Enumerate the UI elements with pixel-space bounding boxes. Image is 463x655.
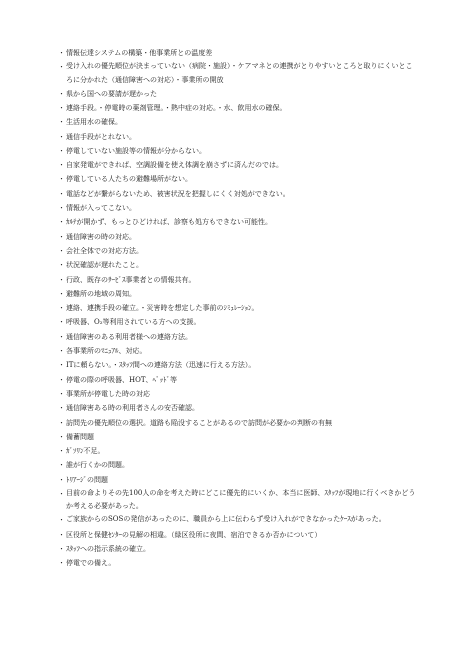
list-item [58,115,418,129]
bullet-marker: ・ [58,332,65,341]
list-item [58,315,418,329]
list-item [58,487,418,513]
list-item [58,542,418,556]
bullet-marker: ・ [58,246,65,255]
list-item-text: 誰が行くかの問題。 [66,461,129,470]
bullet-marker: ・ [58,232,65,241]
bullet-marker: ・ [58,275,65,284]
bullet-marker: ・ [58,204,65,213]
bullet-marker: ・ [58,530,65,539]
bullet-marker: ・ [58,49,65,57]
bullet-marker: ・ [58,146,65,155]
bullet-marker: ・ [58,132,65,141]
list-item [58,458,418,472]
list-item [58,358,418,372]
list-item [58,430,418,444]
list-item-text: 自家発電ができれば、空調設備を使え体調を崩さずに済んだのでは。 [66,161,283,170]
list-item-text: 停電での備え。 [66,559,116,568]
list-item-text: 連絡手段。・停電時の薬剤管理。・熱中症の対応。・水、飲用水の確保。 [66,104,287,112]
list-item-text: 停電していない施設等の情報が分からない。 [66,146,206,155]
list-item [58,273,418,287]
list-item-text: 目前の命よりその先100人の命を考えた時にどこに優先的にいくか、本当に医師、ｽﾀｯﾌが現地に行くべきかどうか考える必要があった。 [66,489,416,511]
list-item [58,215,418,229]
list-item-text: 通信障害のある利用者様への連絡方法。 [66,332,192,341]
list-item-text: ﾄﾘｱｰｼﾞの問題 [66,475,108,484]
bullet-marker: ・ [58,289,65,298]
list-item-text: 事業所が停電した時の対応 [66,389,150,398]
list-item-text: ITに頼らない。・ｽﾀｯﾌ間への連絡方法（迅速に行える方法）。 [66,361,256,370]
list-item [58,556,418,570]
bullet-marker: ・ [58,545,65,554]
bullet-marker: ・ [58,559,65,568]
bullet-marker: ・ [58,361,65,370]
list-item [58,444,418,458]
list-item-text: 連絡、連携手段の確立。・災害時を想定した事前のｼﾐｭﾚｰｼｮﾝ。 [66,304,259,313]
list-item-text: 通信障害の時の対応。 [66,232,136,241]
list-item-text: ｽﾀｯﾌへの指示系統の確立。 [66,545,150,554]
list-item [58,201,418,215]
bullet-marker: ・ [58,89,65,98]
list-item [58,401,418,415]
list-item [58,244,418,258]
list-item [58,330,418,344]
list-item-text: 受け入れの優先順位が決まっていない（病院・施設）・ケアマネとの連携がとりやすいところと取りにくいところに分かれた（通信障害への対応）・事業所の開放 [66,62,413,84]
list-item [58,172,418,186]
bullet-marker: ・ [58,218,65,227]
bullet-marker: ・ [58,189,65,198]
list-item [58,46,418,60]
bullet-list [58,46,418,571]
bullet-marker: ・ [58,475,65,484]
list-item-text: ｶﾞｿﾘﾝ不足。 [66,447,105,456]
list-item [58,130,418,144]
list-item-text: ご家族からのSOSの発信があったのに、職員から上に伝わらず受け入れができなかったｹｰｽがあった。 [66,515,386,524]
list-item [58,528,418,542]
list-item-text: 情報が入ってこない。 [66,204,136,213]
list-item [58,301,418,315]
bullet-marker: ・ [58,389,65,398]
list-item [58,513,418,527]
list-item-text: 区役所と保健ｾﾝﾀｰの見解の相違。（緑区役所に夜間、宿泊できるか否かについて） [66,530,322,539]
list-item [58,60,418,86]
list-item-text: 呼吸器、O₂等利用されている方への支援。 [66,318,201,327]
list-item [58,187,418,201]
list-item [58,387,418,401]
bullet-marker: ・ [58,63,65,72]
list-item [58,230,418,244]
bullet-marker: ・ [58,432,65,441]
list-item-text: 避難所の地域の周知。 [66,289,136,298]
list-item-text: 備蓄問題 [66,432,94,441]
list-item-text: 各事業所のﾏﾆｭｱﾙ、対応。 [66,347,147,356]
list-item-text: 状況確認が遅れたこと。 [66,261,143,270]
list-item-text: 通信障害ある時の利用者さんの安否確認。 [66,404,199,413]
bullet-marker: ・ [58,461,65,470]
list-item-text: 電話などが繋がらないため、被害状況を把握しにくく対処ができない。 [66,189,290,198]
bullet-marker: ・ [58,304,65,313]
list-item [58,158,418,172]
bullet-marker: ・ [58,118,65,127]
list-item-text: ｶﾙﾃが開かず、もっとひどければ、診察も処方もできない可能性。 [66,218,272,227]
list-item-text: 停電している人たちの避難場所がない。 [66,175,192,184]
bullet-marker: ・ [58,318,65,327]
list-item [58,101,418,115]
bullet-marker: ・ [58,490,65,499]
list-item [58,87,418,101]
list-item-text: 停電の際の呼吸器、HOT、ﾍﾞｯﾄﾞ等 [66,375,178,384]
bullet-marker: ・ [58,175,65,184]
list-item-text: 生活用水の確保。 [66,118,122,127]
bullet-marker: ・ [58,447,65,456]
bullet-marker: ・ [58,404,65,413]
list-item [58,416,418,430]
bullet-marker: ・ [58,418,65,427]
bullet-marker: ・ [58,347,65,356]
list-item [58,144,418,158]
list-item [58,473,418,487]
bullet-marker: ・ [58,104,65,112]
list-item-text: 通信手段がとれない。 [66,132,136,141]
list-item [58,373,418,387]
list-item-text: 会社全体での対応方法。 [66,246,143,255]
bullet-marker: ・ [58,516,65,525]
bullet-marker: ・ [58,161,65,170]
list-item [58,258,418,272]
list-item [58,287,418,301]
bullet-marker: ・ [58,375,65,384]
list-item-text: 行政、既存のｻｰﾋﾞｽ事業者との情報共有。 [66,275,196,284]
bullet-marker: ・ [58,261,65,270]
list-item [58,344,418,358]
list-item-text: 県から国への要請が遅かった [66,89,157,98]
list-item-text: 訪問先の優先順位の選択。道路も陥没することがあるので訪問が必要かの判断の有無 [66,418,332,427]
list-item-text: 情報伝達システムの構築・他事業所との温度差 [66,49,213,57]
